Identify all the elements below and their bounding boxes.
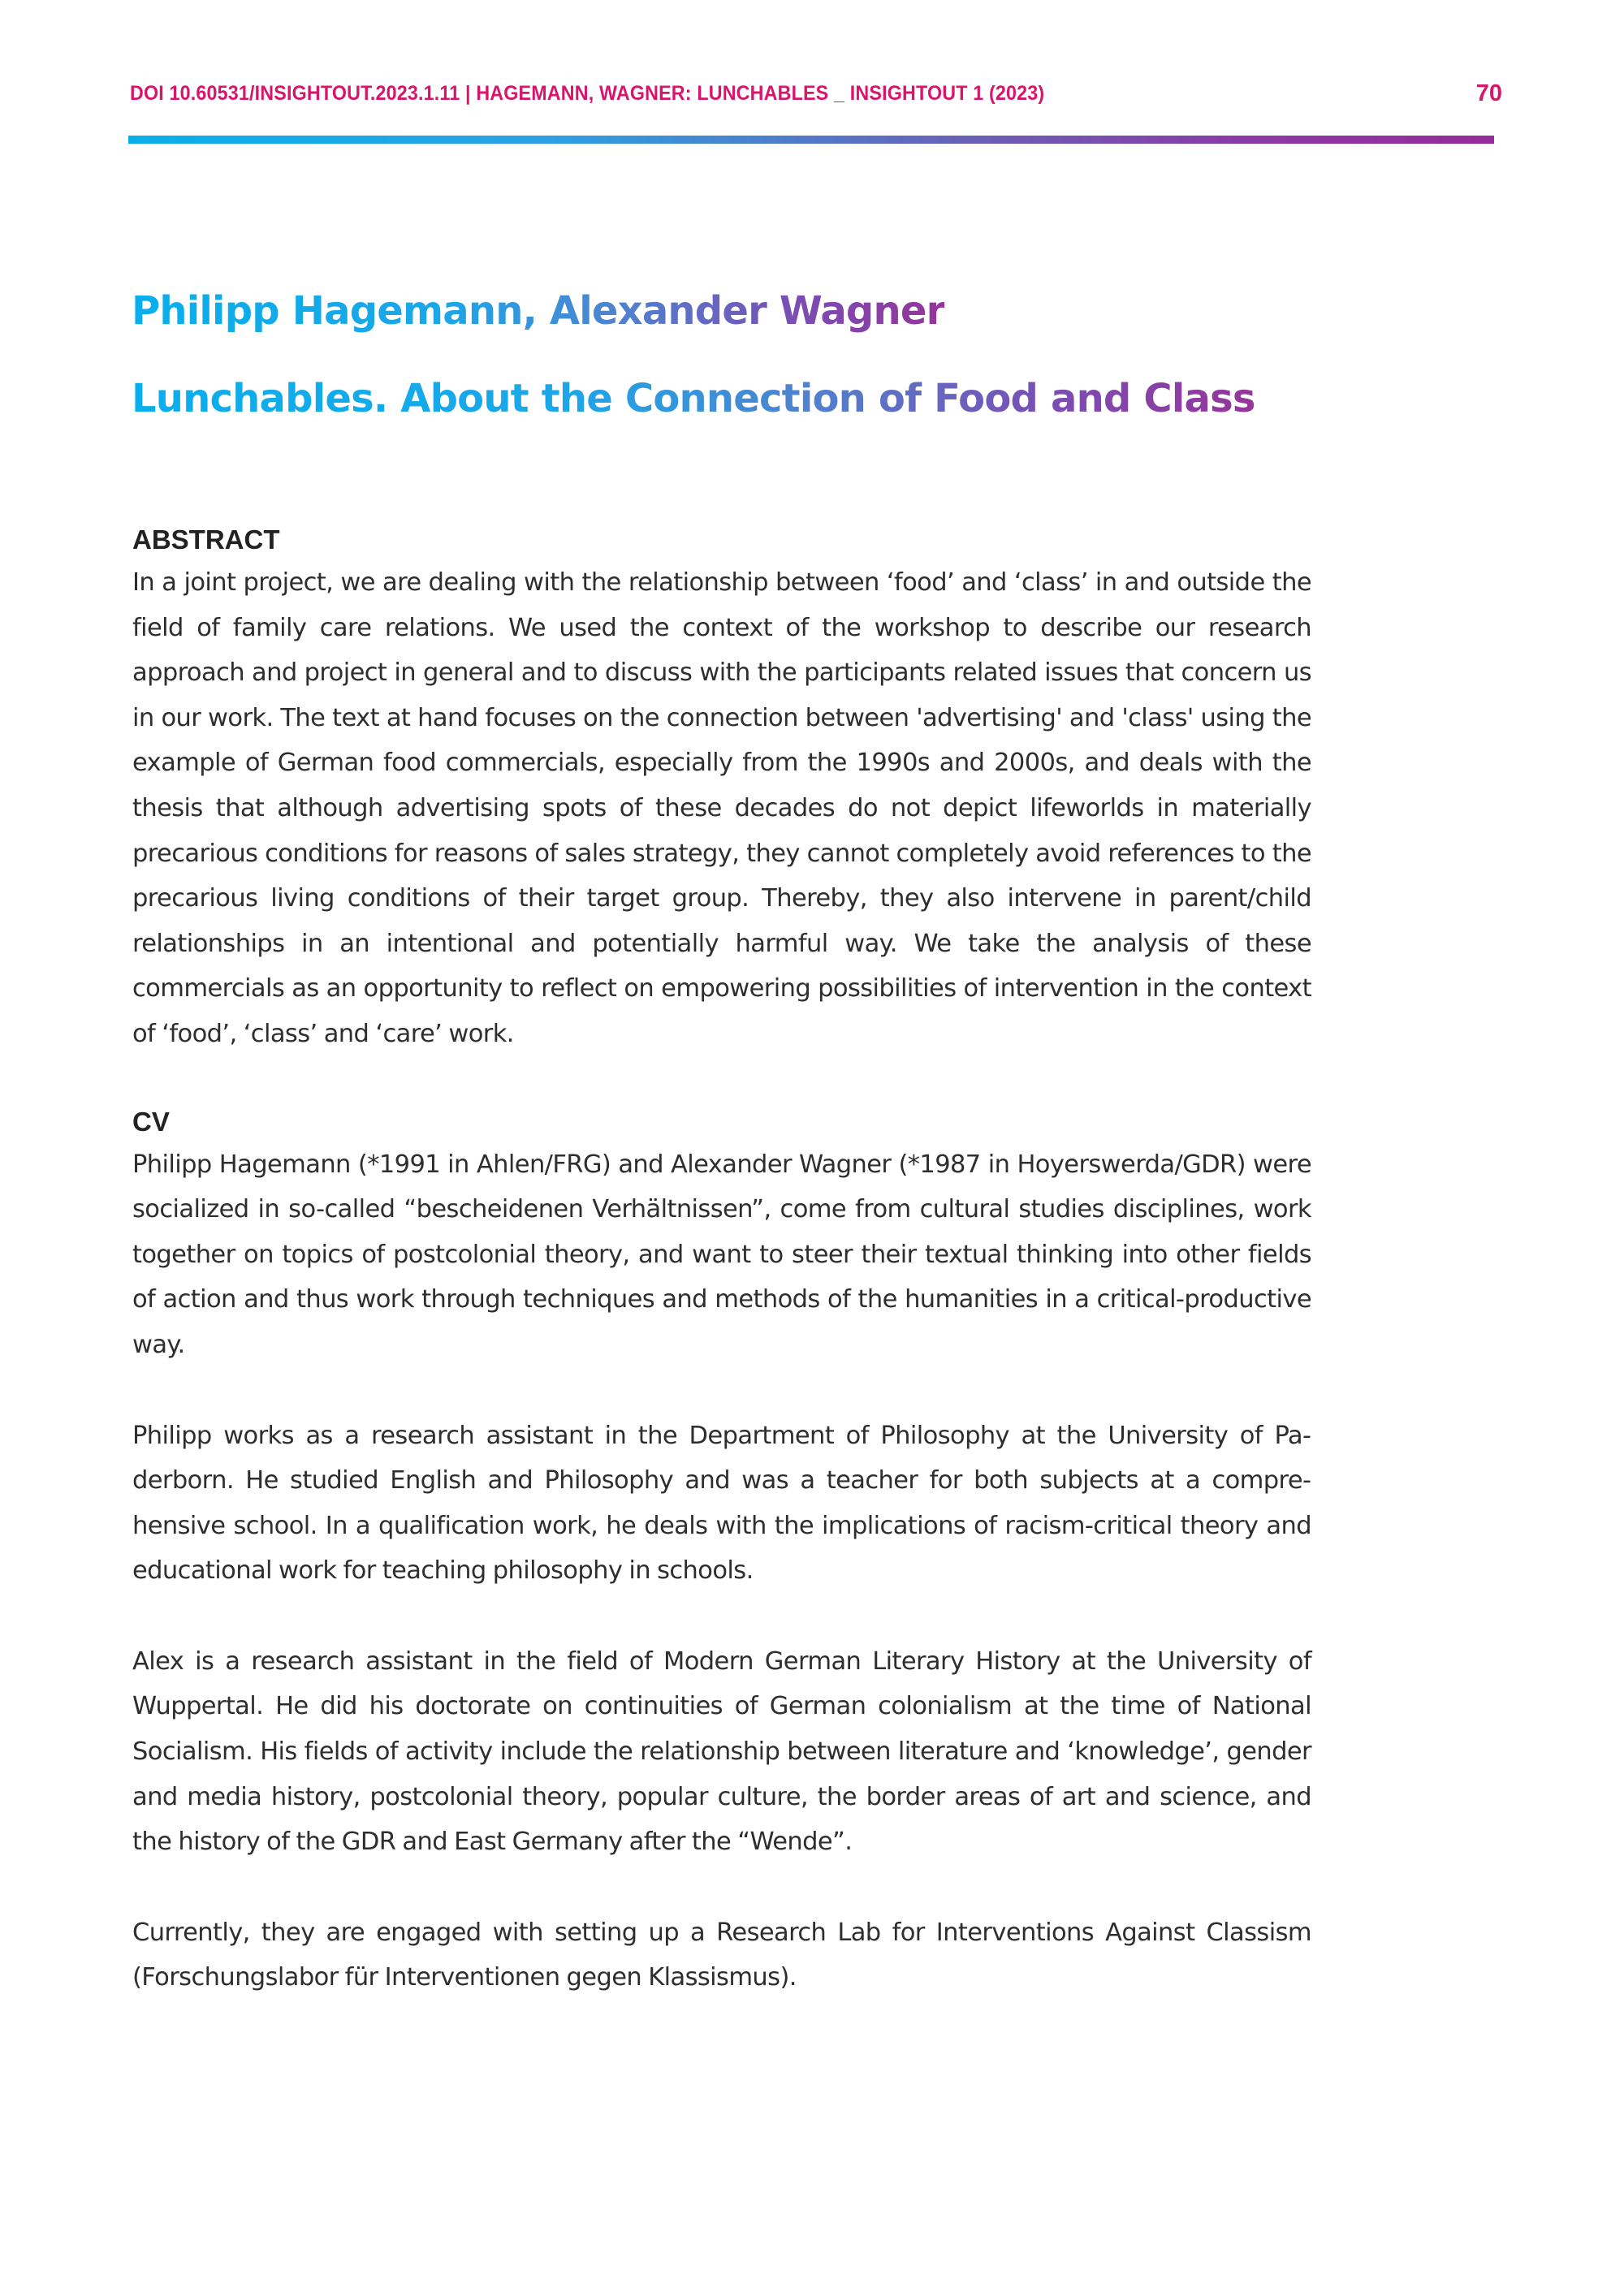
abstract-section [132,520,1311,1057]
paragraph-spacer [132,1594,1311,1639]
author-names: Philipp Hagemann, Alexander Wagner [132,283,944,339]
section-spacer [132,1057,1311,1102]
paragraph-spacer [132,1865,1311,1910]
article-body [132,520,1311,2000]
title-block [132,283,1512,427]
cv-paragraph-alex: Alex is a research assistant in the field of Modern German Literary History at the University of Wuppertal. He did his doctorate on continuities of German colonialism at the time of National Socialism. His fields of activity include the relationship between literature and ‘knowledge’, gender and media history, postcolonial theory, popular culture, the border areas of art and science, and the history of the GDR and East Germany after the “Wende”. [132,1646,1311,1857]
article-title: Lunchables. About the Connection of Food and Class [132,370,1255,427]
abstract-heading: ABSTRACT [132,524,280,555]
cv-paragraph-research-lab: Currently, they are engaged with setting up a Research Lab for Interventions Against Classism (Forschungslabor für Interventionen gegen Klassismus). [132,1918,1311,1992]
paragraph-spacer [132,1368,1311,1413]
gradient-header-rule [128,136,1494,144]
running-header [130,82,1502,114]
cv-paragraph-philipp: Philipp works as a research assistant in the Department of Philosophy at the University of Paderborn. He studied English and Philosophy and was a teacher for both subjects at a comprehensive school. In a qualification work, he deals with the implications of racism-critical theory and educational work for teaching philosophy in schools. [132,1421,1311,1586]
page-number: 70 [1475,80,1502,106]
doi-citation-line: DOI 10.60531/INSIGHTOUT.2023.1.11 | HAGEMANN, WAGNER: LUNCHABLES _ INSIGHTOUT 1 (2023) [130,82,1045,105]
cv-heading: CV [132,1106,170,1137]
cv-section [132,1102,1311,2001]
abstract-text: In a joint project, we are dealing with the relationship between ‘food’ and ‘class’ in and outside the field of family care relations. We used the context of the workshop to describe our research approach and project in general and to discuss with the participants related issues that concern us in our work. The text at hand focuses on the connection between 'advertising' and 'class' using the example of German food commercials, especially from the 1990s and 2000s, and deals with the thesis that although advertising spots of these decades do not depict lifeworlds in materially precarious conditions for reasons of sales strategy, they cannot completely avoid references to the precarious living conditions of their target group. Thereby, they also intervene in parent/child relationships in an intentional and potentially harmful way. We take the analysis of these commercials as an opportunity to reflect on empowering possibilities of intervention in the context of ‘food’, ‘class’ and ‘care’ work. [132,568,1311,1048]
cv-paragraph-joint: Philipp Hagemann (*1991 in Ahlen/FRG) and Alexander Wagner (*1987 in Hoyerswerda/GDR) were socialized in so-called “bescheidenen Verhältnissen”, come from cultural studies disciplines, work together on topics of postcolonial theory, and want to steer their textual thinking into other fields of action and thus work through techniques and methods of the humanities in a critical-productive way. [132,1150,1311,1359]
